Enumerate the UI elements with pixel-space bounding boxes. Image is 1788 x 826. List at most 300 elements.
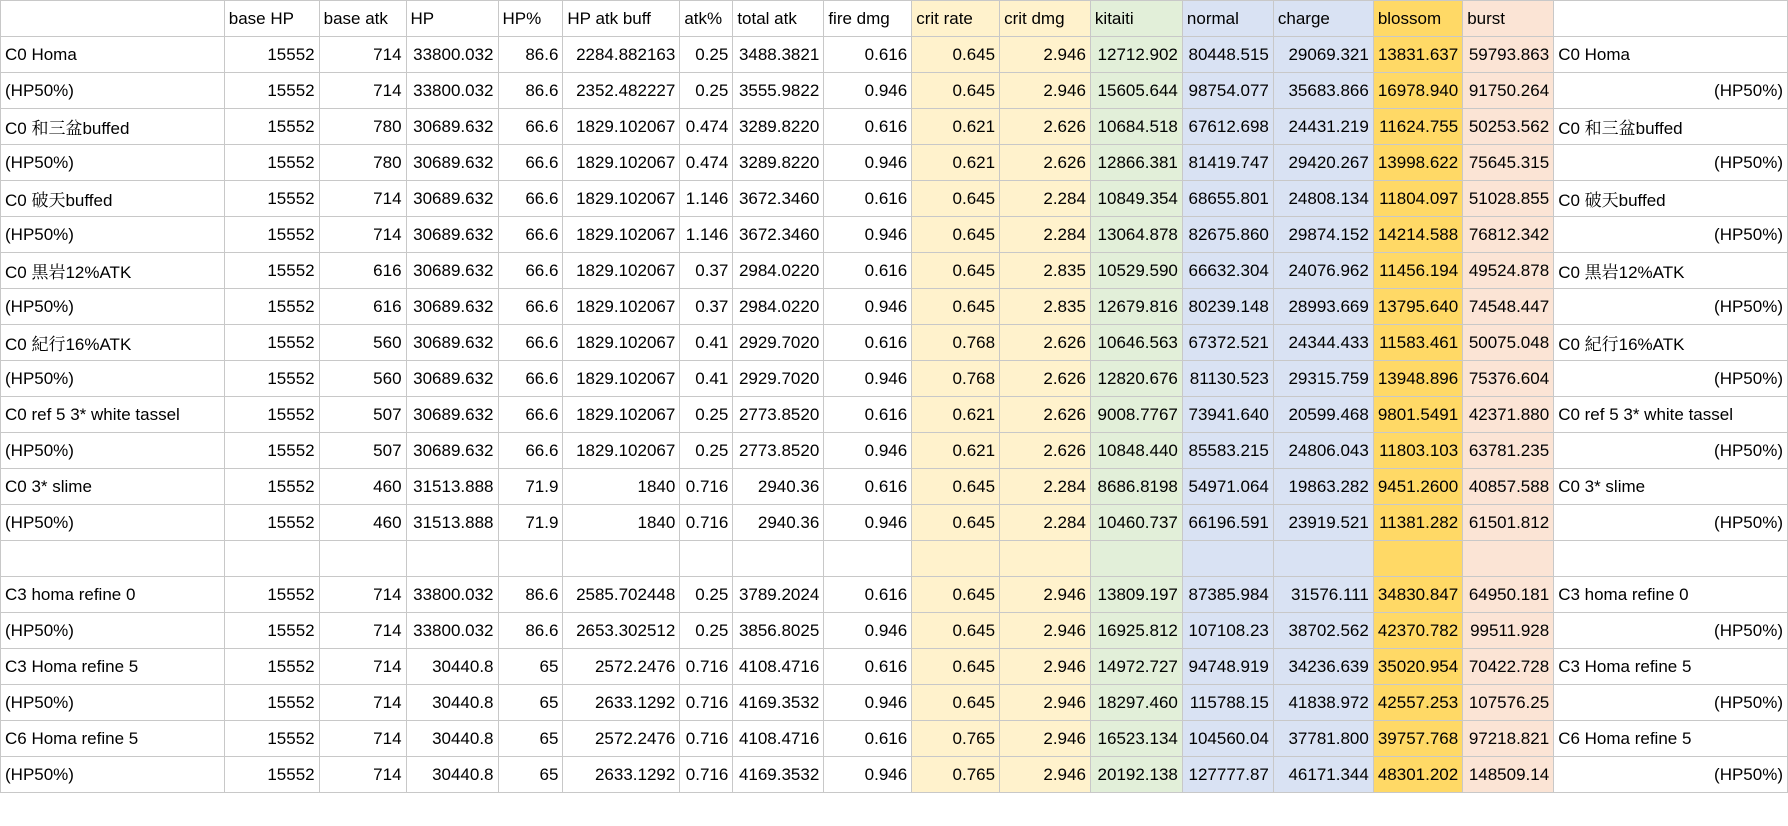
cell-base-hp[interactable]: 15552 (224, 757, 319, 793)
right-label-cell[interactable]: (HP50%) (1554, 613, 1788, 649)
right-label-cell[interactable]: C0 黒岩12%ATK (1554, 253, 1788, 289)
cell-atk[interactable]: 0.25 (680, 433, 733, 469)
cell-blossom[interactable]: 39757.768 (1373, 721, 1462, 757)
cell-charge[interactable]: 23919.521 (1273, 505, 1373, 541)
right-label-cell[interactable]: (HP50%) (1554, 433, 1788, 469)
cell-total-atk[interactable]: 2984.0220 (733, 253, 824, 289)
cell-hp[interactable]: 30440.8 (406, 685, 498, 721)
column-header-charge[interactable]: charge (1273, 1, 1373, 37)
cell-crit-rate[interactable]: 0.645 (912, 613, 1000, 649)
cell-base-atk[interactable]: 714 (319, 73, 406, 109)
cell-blossom[interactable]: 16978.940 (1373, 73, 1462, 109)
cell-crit-dmg[interactable]: 2.946 (1000, 649, 1091, 685)
cell-fire-dmg[interactable]: 0.616 (824, 325, 912, 361)
cell-hp-atk-buff[interactable]: 1829.102067 (563, 289, 680, 325)
cell-hp[interactable]: 66.6 (498, 109, 563, 145)
cell-crit-dmg[interactable]: 2.626 (1000, 109, 1091, 145)
cell-base-hp[interactable]: 15552 (224, 685, 319, 721)
cell-base-atk[interactable]: 460 (319, 505, 406, 541)
cell-fire-dmg[interactable]: 0.946 (824, 145, 912, 181)
row-label-cell[interactable]: (HP50%) (1, 145, 225, 181)
cell-total-atk[interactable]: 2929.7020 (733, 361, 824, 397)
cell-atk[interactable]: 0.716 (680, 685, 733, 721)
cell-base-hp[interactable]: 15552 (224, 721, 319, 757)
right-label-cell[interactable]: C0 3* slime (1554, 469, 1788, 505)
cell-burst[interactable]: 42371.880 (1463, 397, 1554, 433)
cell-hp[interactable]: 30689.632 (406, 181, 498, 217)
cell-atk[interactable]: 0.716 (680, 757, 733, 793)
cell-hp-atk-buff[interactable]: 2572.2476 (563, 721, 680, 757)
cell-crit-rate[interactable]: 0.621 (912, 397, 1000, 433)
cell-charge[interactable]: 29420.267 (1273, 145, 1373, 181)
cell-hp[interactable]: 65 (498, 721, 563, 757)
cell-base-atk[interactable]: 714 (319, 613, 406, 649)
cell-kitaiti[interactable] (1090, 541, 1182, 577)
row-label-cell[interactable]: C3 homa refine 0 (1, 577, 225, 613)
cell-burst[interactable]: 61501.812 (1463, 505, 1554, 541)
cell-base-atk[interactable]: 780 (319, 145, 406, 181)
cell-hp[interactable]: 30440.8 (406, 721, 498, 757)
cell-base-atk[interactable]: 714 (319, 649, 406, 685)
cell-burst[interactable]: 148509.14 (1463, 757, 1554, 793)
cell-base-hp[interactable]: 15552 (224, 73, 319, 109)
cell-burst[interactable]: 74548.447 (1463, 289, 1554, 325)
cell-burst[interactable]: 50075.048 (1463, 325, 1554, 361)
cell-charge[interactable]: 24808.134 (1273, 181, 1373, 217)
cell-kitaiti[interactable]: 10849.354 (1090, 181, 1182, 217)
cell-blossom[interactable]: 11803.103 (1373, 433, 1462, 469)
cell-normal[interactable]: 80448.515 (1182, 37, 1273, 73)
cell-crit-rate[interactable]: 0.621 (912, 145, 1000, 181)
cell-normal[interactable]: 81130.523 (1182, 361, 1273, 397)
cell-hp[interactable]: 30689.632 (406, 253, 498, 289)
cell-base-hp[interactable]: 15552 (224, 181, 319, 217)
cell-total-atk[interactable]: 4108.4716 (733, 649, 824, 685)
cell-charge[interactable]: 20599.468 (1273, 397, 1373, 433)
cell-kitaiti[interactable]: 18297.460 (1090, 685, 1182, 721)
cell-hp[interactable]: 31513.888 (406, 469, 498, 505)
right-label-cell[interactable]: (HP50%) (1554, 757, 1788, 793)
cell-atk[interactable]: 0.37 (680, 289, 733, 325)
cell-crit-dmg[interactable]: 2.946 (1000, 73, 1091, 109)
cell-crit-dmg[interactable]: 2.946 (1000, 37, 1091, 73)
cell-blossom[interactable]: 13795.640 (1373, 289, 1462, 325)
cell-blossom[interactable]: 13998.622 (1373, 145, 1462, 181)
cell-blossom[interactable]: 11583.461 (1373, 325, 1462, 361)
cell-base-hp[interactable]: 15552 (224, 289, 319, 325)
cell-total-atk[interactable]: 3856.8025 (733, 613, 824, 649)
row-label-cell[interactable]: C0 破天buffed (1, 181, 225, 217)
cell-hp-atk-buff[interactable]: 2585.702448 (563, 577, 680, 613)
cell-kitaiti[interactable]: 8686.8198 (1090, 469, 1182, 505)
row-label-cell[interactable]: C3 Homa refine 5 (1, 649, 225, 685)
cell-atk[interactable]: 0.25 (680, 37, 733, 73)
cell-base-atk[interactable]: 714 (319, 181, 406, 217)
cell-charge[interactable]: 37781.800 (1273, 721, 1373, 757)
cell-blossom[interactable]: 14214.588 (1373, 217, 1462, 253)
cell-fire-dmg[interactable]: 0.616 (824, 37, 912, 73)
cell-crit-rate[interactable]: 0.621 (912, 433, 1000, 469)
column-header-total-atk[interactable]: total atk (733, 1, 824, 37)
right-label-cell[interactable]: C6 Homa refine 5 (1554, 721, 1788, 757)
cell-fire-dmg[interactable]: 0.946 (824, 613, 912, 649)
cell-base-hp[interactable]: 15552 (224, 145, 319, 181)
cell-total-atk[interactable]: 2773.8520 (733, 433, 824, 469)
cell-hp[interactable]: 65 (498, 649, 563, 685)
row-label-cell[interactable]: (HP50%) (1, 505, 225, 541)
column-header-crit-dmg[interactable]: crit dmg (1000, 1, 1091, 37)
cell-crit-rate[interactable] (912, 541, 1000, 577)
row-label-cell[interactable]: (HP50%) (1, 217, 225, 253)
cell-atk[interactable]: 0.37 (680, 253, 733, 289)
cell-base-atk[interactable]: 616 (319, 253, 406, 289)
cell-hp-atk-buff[interactable]: 1829.102067 (563, 217, 680, 253)
cell-blossom[interactable]: 42557.253 (1373, 685, 1462, 721)
cell-fire-dmg[interactable]: 0.616 (824, 469, 912, 505)
row-label-cell[interactable]: C0 紀行16%ATK (1, 325, 225, 361)
cell-hp-atk-buff[interactable]: 1829.102067 (563, 325, 680, 361)
cell-atk[interactable]: 1.146 (680, 181, 733, 217)
cell-atk[interactable]: 0.474 (680, 145, 733, 181)
column-header-kitaiti[interactable]: kitaiti (1090, 1, 1182, 37)
cell-atk[interactable]: 0.474 (680, 109, 733, 145)
row-label-cell[interactable]: (HP50%) (1, 289, 225, 325)
cell-atk[interactable]: 0.25 (680, 73, 733, 109)
cell-hp-atk-buff[interactable]: 1829.102067 (563, 397, 680, 433)
cell-crit-dmg[interactable]: 2.284 (1000, 181, 1091, 217)
cell-hp[interactable]: 33800.032 (406, 37, 498, 73)
cell-fire-dmg[interactable]: 0.946 (824, 73, 912, 109)
cell-hp[interactable]: 30689.632 (406, 433, 498, 469)
cell-total-atk[interactable]: 3555.9822 (733, 73, 824, 109)
cell-base-atk[interactable]: 460 (319, 469, 406, 505)
row-label-cell[interactable]: (HP50%) (1, 433, 225, 469)
cell-crit-rate[interactable]: 0.645 (912, 685, 1000, 721)
cell-hp[interactable]: 33800.032 (406, 613, 498, 649)
cell-hp[interactable]: 30689.632 (406, 109, 498, 145)
cell-blossom[interactable]: 11381.282 (1373, 505, 1462, 541)
column-header-hp[interactable]: HP (406, 1, 498, 37)
cell-total-atk[interactable]: 3488.3821 (733, 37, 824, 73)
column-header-hp[interactable]: HP% (498, 1, 563, 37)
cell-blossom[interactable]: 11804.097 (1373, 181, 1462, 217)
cell-total-atk[interactable]: 2929.7020 (733, 325, 824, 361)
row-label-cell[interactable]: (HP50%) (1, 757, 225, 793)
right-label-cell[interactable]: (HP50%) (1554, 505, 1788, 541)
right-label-cell[interactable]: C3 Homa refine 5 (1554, 649, 1788, 685)
cell-total-atk[interactable]: 4169.3532 (733, 685, 824, 721)
cell-hp[interactable]: 66.6 (498, 361, 563, 397)
cell-atk[interactable]: 0.25 (680, 397, 733, 433)
cell-hp[interactable]: 86.6 (498, 613, 563, 649)
cell-normal[interactable]: 87385.984 (1182, 577, 1273, 613)
cell-fire-dmg[interactable]: 0.946 (824, 757, 912, 793)
row-label-cell[interactable]: (HP50%) (1, 73, 225, 109)
cell-crit-dmg[interactable]: 2.284 (1000, 505, 1091, 541)
cell-crit-dmg[interactable]: 2.835 (1000, 289, 1091, 325)
cell-atk[interactable]: 0.41 (680, 361, 733, 397)
right-label-cell[interactable]: (HP50%) (1554, 145, 1788, 181)
cell-crit-rate[interactable]: 0.645 (912, 649, 1000, 685)
cell-burst[interactable]: 75376.604 (1463, 361, 1554, 397)
cell-crit-rate[interactable]: 0.645 (912, 505, 1000, 541)
cell-base-hp[interactable]: 15552 (224, 469, 319, 505)
row-label-cell[interactable]: C0 3* slime (1, 469, 225, 505)
cell-blossom[interactable]: 11624.755 (1373, 109, 1462, 145)
cell-blossom[interactable]: 9451.2600 (1373, 469, 1462, 505)
cell-hp-atk-buff[interactable]: 2633.1292 (563, 757, 680, 793)
row-label-cell[interactable]: (HP50%) (1, 613, 225, 649)
cell-charge[interactable] (1273, 541, 1373, 577)
cell-normal[interactable] (1182, 541, 1273, 577)
cell-kitaiti[interactable]: 10529.590 (1090, 253, 1182, 289)
cell-base-atk[interactable]: 507 (319, 433, 406, 469)
cell-burst[interactable]: 76812.342 (1463, 217, 1554, 253)
cell-hp[interactable]: 30689.632 (406, 217, 498, 253)
cell-burst[interactable]: 70422.728 (1463, 649, 1554, 685)
cell-atk[interactable]: 0.25 (680, 613, 733, 649)
cell-atk[interactable]: 1.146 (680, 217, 733, 253)
cell-base-hp[interactable] (224, 541, 319, 577)
cell-hp[interactable]: 71.9 (498, 505, 563, 541)
cell-fire-dmg[interactable]: 0.616 (824, 253, 912, 289)
cell-base-hp[interactable]: 15552 (224, 217, 319, 253)
cell-fire-dmg[interactable]: 0.946 (824, 217, 912, 253)
cell-crit-rate[interactable]: 0.645 (912, 577, 1000, 613)
cell-kitaiti[interactable]: 12820.676 (1090, 361, 1182, 397)
cell-fire-dmg[interactable]: 0.946 (824, 433, 912, 469)
cell-burst[interactable]: 75645.315 (1463, 145, 1554, 181)
cell-total-atk[interactable]: 2940.36 (733, 505, 824, 541)
cell-total-atk[interactable]: 3289.8220 (733, 145, 824, 181)
cell-base-hp[interactable]: 15552 (224, 433, 319, 469)
cell-normal[interactable]: 98754.077 (1182, 73, 1273, 109)
right-label-cell[interactable]: (HP50%) (1554, 73, 1788, 109)
cell-hp[interactable] (406, 541, 498, 577)
cell-hp[interactable]: 71.9 (498, 469, 563, 505)
cell-base-hp[interactable]: 15552 (224, 649, 319, 685)
cell-hp[interactable]: 30689.632 (406, 361, 498, 397)
cell-crit-dmg[interactable]: 2.835 (1000, 253, 1091, 289)
cell-normal[interactable]: 81419.747 (1182, 145, 1273, 181)
cell-atk[interactable]: 0.716 (680, 469, 733, 505)
cell-hp-atk-buff[interactable]: 2653.302512 (563, 613, 680, 649)
cell-base-hp[interactable]: 15552 (224, 361, 319, 397)
cell-charge[interactable]: 24431.219 (1273, 109, 1373, 145)
cell-normal[interactable]: 67612.698 (1182, 109, 1273, 145)
row-label-cell[interactable] (1, 541, 225, 577)
cell-crit-dmg[interactable]: 2.626 (1000, 145, 1091, 181)
cell-fire-dmg[interactable]: 0.616 (824, 109, 912, 145)
cell-crit-dmg[interactable]: 2.284 (1000, 217, 1091, 253)
cell-base-hp[interactable]: 15552 (224, 397, 319, 433)
cell-total-atk[interactable]: 3789.2024 (733, 577, 824, 613)
cell-atk[interactable]: 0.716 (680, 505, 733, 541)
cell-total-atk[interactable]: 3289.8220 (733, 109, 824, 145)
cell-hp[interactable]: 30689.632 (406, 325, 498, 361)
right-label-cell[interactable]: (HP50%) (1554, 289, 1788, 325)
cell-hp-atk-buff[interactable]: 2352.482227 (563, 73, 680, 109)
cell-crit-rate[interactable]: 0.645 (912, 469, 1000, 505)
column-header-right-label[interactable] (1554, 1, 1788, 37)
cell-burst[interactable]: 40857.588 (1463, 469, 1554, 505)
cell-total-atk[interactable]: 3672.3460 (733, 181, 824, 217)
right-label-cell[interactable]: C3 homa refine 0 (1554, 577, 1788, 613)
cell-kitaiti[interactable]: 13064.878 (1090, 217, 1182, 253)
cell-hp[interactable]: 30440.8 (406, 649, 498, 685)
cell-total-atk[interactable]: 3672.3460 (733, 217, 824, 253)
cell-normal[interactable]: 127777.87 (1182, 757, 1273, 793)
cell-hp-atk-buff[interactable] (563, 541, 680, 577)
cell-kitaiti[interactable]: 14972.727 (1090, 649, 1182, 685)
right-label-cell[interactable]: C0 和三盆buffed (1554, 109, 1788, 145)
cell-normal[interactable]: 68655.801 (1182, 181, 1273, 217)
cell-crit-rate[interactable]: 0.645 (912, 37, 1000, 73)
cell-normal[interactable]: 115788.15 (1182, 685, 1273, 721)
cell-fire-dmg[interactable]: 0.946 (824, 361, 912, 397)
cell-blossom[interactable]: 9801.5491 (1373, 397, 1462, 433)
right-label-cell[interactable]: (HP50%) (1554, 361, 1788, 397)
cell-base-hp[interactable]: 15552 (224, 37, 319, 73)
cell-normal[interactable]: 66196.591 (1182, 505, 1273, 541)
row-label-cell[interactable]: C0 Homa (1, 37, 225, 73)
right-label-cell[interactable]: (HP50%) (1554, 685, 1788, 721)
cell-base-atk[interactable]: 560 (319, 361, 406, 397)
cell-burst[interactable] (1463, 541, 1554, 577)
cell-charge[interactable]: 28993.669 (1273, 289, 1373, 325)
cell-crit-dmg[interactable]: 2.626 (1000, 325, 1091, 361)
cell-base-atk[interactable]: 714 (319, 757, 406, 793)
cell-burst[interactable]: 97218.821 (1463, 721, 1554, 757)
cell-base-atk[interactable]: 714 (319, 685, 406, 721)
cell-hp[interactable]: 33800.032 (406, 577, 498, 613)
cell-blossom[interactable]: 34830.847 (1373, 577, 1462, 613)
column-header-blossom[interactable]: blossom (1373, 1, 1462, 37)
cell-hp[interactable]: 66.6 (498, 253, 563, 289)
cell-normal[interactable]: 94748.919 (1182, 649, 1273, 685)
cell-charge[interactable]: 38702.562 (1273, 613, 1373, 649)
column-header-crit-rate[interactable]: crit rate (912, 1, 1000, 37)
cell-base-atk[interactable]: 560 (319, 325, 406, 361)
cell-hp[interactable]: 30689.632 (406, 145, 498, 181)
cell-crit-dmg[interactable]: 2.946 (1000, 613, 1091, 649)
row-label-cell[interactable]: C6 Homa refine 5 (1, 721, 225, 757)
cell-kitaiti[interactable]: 16523.134 (1090, 721, 1182, 757)
cell-hp[interactable]: 86.6 (498, 73, 563, 109)
cell-total-atk[interactable]: 4169.3532 (733, 757, 824, 793)
cell-charge[interactable]: 29069.321 (1273, 37, 1373, 73)
cell-crit-rate[interactable]: 0.645 (912, 289, 1000, 325)
column-header-atk[interactable]: atk% (680, 1, 733, 37)
cell-charge[interactable]: 46171.344 (1273, 757, 1373, 793)
cell-normal[interactable]: 66632.304 (1182, 253, 1273, 289)
cell-crit-rate[interactable]: 0.645 (912, 217, 1000, 253)
row-label-cell[interactable]: C0 和三盆buffed (1, 109, 225, 145)
cell-blossom[interactable] (1373, 541, 1462, 577)
row-label-cell[interactable]: C0 黒岩12%ATK (1, 253, 225, 289)
column-header-fire-dmg[interactable]: fire dmg (824, 1, 912, 37)
cell-charge[interactable]: 34236.639 (1273, 649, 1373, 685)
cell-blossom[interactable]: 13948.896 (1373, 361, 1462, 397)
column-header-normal[interactable]: normal (1182, 1, 1273, 37)
cell-burst[interactable]: 64950.181 (1463, 577, 1554, 613)
cell-kitaiti[interactable]: 10460.737 (1090, 505, 1182, 541)
cell-normal[interactable]: 54971.064 (1182, 469, 1273, 505)
cell-burst[interactable]: 51028.855 (1463, 181, 1554, 217)
cell-kitaiti[interactable]: 12679.816 (1090, 289, 1182, 325)
cell-fire-dmg[interactable]: 0.946 (824, 505, 912, 541)
cell-burst[interactable]: 63781.235 (1463, 433, 1554, 469)
cell-hp[interactable]: 66.6 (498, 397, 563, 433)
right-label-cell[interactable]: C0 紀行16%ATK (1554, 325, 1788, 361)
cell-atk[interactable]: 0.41 (680, 325, 733, 361)
cell-normal[interactable]: 104560.04 (1182, 721, 1273, 757)
cell-hp-atk-buff[interactable]: 1840 (563, 505, 680, 541)
row-label-cell[interactable]: (HP50%) (1, 361, 225, 397)
cell-normal[interactable]: 82675.860 (1182, 217, 1273, 253)
cell-atk[interactable]: 0.716 (680, 649, 733, 685)
cell-hp-atk-buff[interactable]: 1829.102067 (563, 109, 680, 145)
cell-blossom[interactable]: 13831.637 (1373, 37, 1462, 73)
cell-base-hp[interactable]: 15552 (224, 613, 319, 649)
cell-total-atk[interactable]: 2773.8520 (733, 397, 824, 433)
cell-fire-dmg[interactable]: 0.946 (824, 685, 912, 721)
cell-hp-atk-buff[interactable]: 2284.882163 (563, 37, 680, 73)
cell-charge[interactable]: 29315.759 (1273, 361, 1373, 397)
cell-blossom[interactable]: 42370.782 (1373, 613, 1462, 649)
cell-fire-dmg[interactable]: 0.616 (824, 181, 912, 217)
cell-base-atk[interactable]: 714 (319, 721, 406, 757)
cell-crit-dmg[interactable]: 2.284 (1000, 469, 1091, 505)
cell-blossom[interactable]: 11456.194 (1373, 253, 1462, 289)
cell-base-hp[interactable]: 15552 (224, 505, 319, 541)
cell-hp[interactable]: 31513.888 (406, 505, 498, 541)
cell-crit-rate[interactable]: 0.645 (912, 73, 1000, 109)
cell-crit-dmg[interactable]: 2.946 (1000, 757, 1091, 793)
cell-base-atk[interactable]: 714 (319, 217, 406, 253)
right-label-cell[interactable]: C0 破天buffed (1554, 181, 1788, 217)
cell-charge[interactable]: 24076.962 (1273, 253, 1373, 289)
cell-base-atk[interactable]: 616 (319, 289, 406, 325)
cell-crit-dmg[interactable] (1000, 541, 1091, 577)
cell-kitaiti[interactable]: 16925.812 (1090, 613, 1182, 649)
cell-hp-atk-buff[interactable]: 1829.102067 (563, 433, 680, 469)
cell-hp-atk-buff[interactable]: 1829.102067 (563, 145, 680, 181)
cell-kitaiti[interactable]: 15605.644 (1090, 73, 1182, 109)
cell-blossom[interactable]: 48301.202 (1373, 757, 1462, 793)
cell-burst[interactable]: 59793.863 (1463, 37, 1554, 73)
cell-burst[interactable]: 107576.25 (1463, 685, 1554, 721)
cell-hp[interactable]: 86.6 (498, 37, 563, 73)
cell-fire-dmg[interactable]: 0.616 (824, 649, 912, 685)
cell-total-atk[interactable]: 2940.36 (733, 469, 824, 505)
cell-fire-dmg[interactable]: 0.946 (824, 289, 912, 325)
cell-kitaiti[interactable]: 20192.138 (1090, 757, 1182, 793)
cell-crit-dmg[interactable]: 2.626 (1000, 433, 1091, 469)
cell-normal[interactable]: 85583.215 (1182, 433, 1273, 469)
cell-charge[interactable]: 29874.152 (1273, 217, 1373, 253)
cell-crit-rate[interactable]: 0.645 (912, 181, 1000, 217)
cell-base-hp[interactable]: 15552 (224, 577, 319, 613)
cell-charge[interactable]: 35683.866 (1273, 73, 1373, 109)
cell-burst[interactable]: 50253.562 (1463, 109, 1554, 145)
cell-hp[interactable]: 86.6 (498, 577, 563, 613)
cell-fire-dmg[interactable] (824, 541, 912, 577)
cell-blossom[interactable]: 35020.954 (1373, 649, 1462, 685)
column-header-row-label[interactable] (1, 1, 225, 37)
row-label-cell[interactable]: (HP50%) (1, 685, 225, 721)
cell-hp-atk-buff[interactable]: 1829.102067 (563, 181, 680, 217)
